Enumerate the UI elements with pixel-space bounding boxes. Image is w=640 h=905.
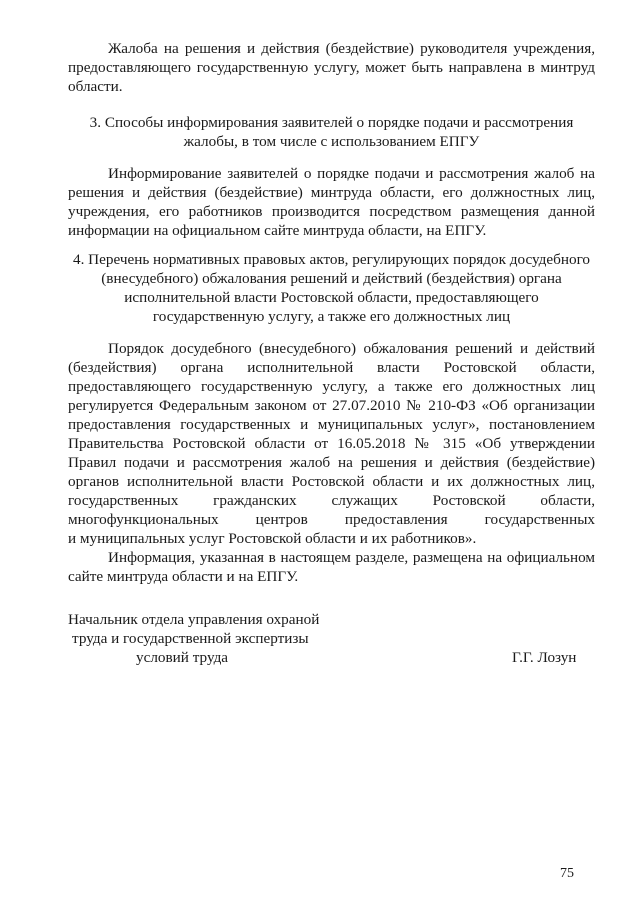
paragraph-3-line: предоставления государственных и муниципальных услуг», постановлением — [68, 416, 595, 433]
signature-position-line: труда и государственной экспертизы — [72, 630, 309, 647]
paragraph-4-line: сайте минтруда области и на ЕПГУ. — [68, 568, 299, 585]
paragraph-3-line: (бездействия) органа исполнительной власти Ростовской области, — [68, 359, 595, 376]
paragraph-1-line: предоставляющего государственную услугу, может быть направлена в минтруд — [68, 59, 595, 76]
section-heading-4: исполнительной власти Ростовской области, предоставляющего — [124, 289, 539, 306]
paragraph-3-line: предоставляющего государственную услугу, а также его должностных лиц — [68, 378, 595, 395]
section-heading-4: государственную услугу, а также его должностных лиц — [152, 308, 511, 325]
section-heading-3: жалобы, в том числе с использованием ЕПГУ — [183, 133, 480, 150]
paragraph-2-line: учреждения, его работников производится посредством размещения данной — [68, 203, 595, 220]
paragraph-3-line: многофункциональных центров предоставления государственных — [68, 511, 595, 528]
section-heading-4: (внесудебного) обжалования решений и действий (бездействия) органа — [101, 270, 562, 287]
paragraph-1-line: Жалоба на решения и действия (бездействие) руководителя учреждения, — [108, 40, 595, 57]
signature-name: Г.Г. Лозун — [512, 649, 577, 666]
paragraph-3-line: Правительства Ростовской области от 16.05.2018 № 315 «Об утверждении — [68, 435, 595, 452]
paragraph-3-line: Порядок досудебного (внесудебного) обжалования решений и действий — [108, 340, 595, 357]
paragraph-3-line: и муниципальных услуг Ростовской области и их работников». — [68, 530, 477, 547]
paragraph-3-line: органов исполнительной власти Ростовской области и их должностных лиц, — [68, 473, 595, 490]
signature-position-line: Начальник отдела управления охраной — [68, 611, 320, 628]
paragraph-3-line: государственных гражданских служащих Ростовской области, — [68, 492, 595, 509]
paragraph-1-line: области. — [68, 78, 123, 95]
paragraph-2-line: информации на официальном сайте минтруда области, на ЕПГУ. — [68, 222, 487, 239]
paragraph-2-line: Информирование заявителей о порядке подачи и рассмотрения жалоб на — [108, 165, 595, 182]
paragraph-4-line: Информация, указанная в настоящем разделе, размещена на официальном — [108, 549, 595, 566]
paragraph-2-line: решения и действия (бездействие) минтруда области, его должностных лиц, — [68, 184, 595, 201]
signature-position-line: условий труда — [136, 649, 229, 666]
paragraph-3-line: Правил подачи и рассмотрения жалоб на решения и действия (бездействие) — [68, 454, 595, 471]
section-heading-4: 4. Перечень нормативных правовых актов, регулирующих порядок досудебного — [72, 251, 591, 268]
page-number: 75 — [560, 866, 574, 881]
section-heading-3: 3. Способы информирования заявителей о порядке подачи и рассмотрения — [89, 114, 574, 131]
paragraph-3-line: регулируется Федеральным законом от 27.07.2010 № 210-ФЗ «Об организации — [68, 397, 595, 414]
